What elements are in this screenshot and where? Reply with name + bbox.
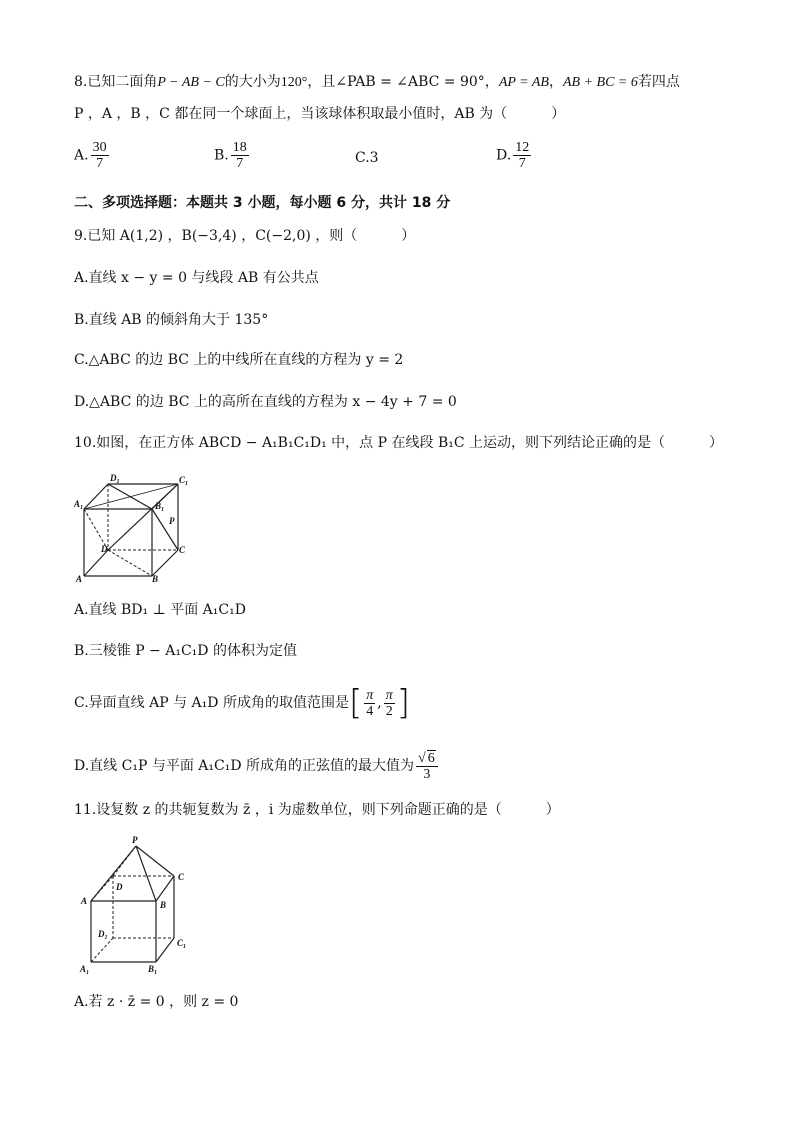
q10-close-paren: ） — [709, 435, 724, 451]
q11-option-a[interactable]: A.若 z · z̄ = 0 ，则 z = 0 — [74, 994, 239, 1010]
label-c1: $C_1$ — [177, 938, 187, 950]
q8-text-mid: 的大小为 — [224, 74, 281, 90]
label-a1: $A_1$ — [74, 499, 84, 511]
denominator: 3 — [423, 767, 431, 782]
q9-option-d[interactable]: D.△ABC 的边 BC 上的高所在直线的方程为 x − 4y + 7 = 0 — [74, 394, 457, 410]
q11-close-paren: ） — [545, 802, 560, 818]
q10-c-text: C.异面直线 AP 与 A₁D 所成角的取值范围是 — [74, 695, 349, 711]
label-a: A — [76, 574, 83, 584]
q10-option-c[interactable] — [74, 683, 410, 723]
q9-stem — [74, 226, 415, 246]
fraction: $\frac{√ 6}{3}$ — [416, 750, 438, 782]
label-c: C — [178, 872, 185, 882]
q8-condition: ，且∠PAB = ∠ABC = 90°， — [307, 74, 499, 90]
numerator: π — [385, 687, 393, 703]
label-d1: $D_1$ — [98, 929, 108, 941]
label-d: D — [116, 882, 123, 892]
numerator: 30 — [92, 140, 107, 155]
label-d: D — [101, 544, 108, 554]
q9-option-a[interactable]: A.直线 x − y = 0 与线段 AB 有公共点 — [74, 270, 319, 286]
numerator: π — [366, 687, 374, 703]
label-a: A — [81, 896, 88, 906]
label-b: B — [152, 574, 159, 584]
numerator: 12 — [515, 140, 530, 155]
q8-line1 — [74, 72, 680, 93]
label-c1: $C_1$ — [179, 475, 189, 487]
q8-text-end: 若四点 — [637, 74, 680, 90]
q11-stem — [74, 800, 560, 820]
q10-stem — [74, 433, 723, 453]
fraction — [91, 140, 109, 171]
q8-dihedral: P − AB − C — [157, 75, 225, 90]
label-b: B — [160, 900, 167, 910]
q9-close-paren: ） — [401, 228, 416, 244]
label-p: P — [169, 516, 175, 526]
fraction — [364, 688, 375, 719]
q10-option-a[interactable]: A.直线 BD₁ ⊥ 平面 A₁C₁D — [74, 602, 246, 618]
q8-text: 8.已知二面角 — [74, 74, 158, 90]
cube-figure — [74, 472, 194, 584]
option-label: C.3 — [355, 150, 379, 166]
label-b1: $B_1$ — [148, 964, 158, 976]
q8-close-paren: ） — [551, 106, 566, 122]
label-a1: $A_1$ — [80, 964, 90, 976]
q10-stem-text: 10.如图，在正方体 ABCD − A₁B₁C₁D₁ 中，点 P 在线段 B₁C 上运动，则下列结论正确的是（ — [74, 435, 666, 451]
option-label: A. — [74, 147, 89, 164]
q8-ab-bc: AB + BC = 6 — [562, 75, 638, 90]
denominator: 7 — [518, 156, 526, 171]
q8-line2 — [74, 104, 565, 124]
q11-stem-text: 11.设复数 z 的共轭复数为 z̄ ，i 为虚数单位，则下列命题正确的是（ — [74, 802, 502, 818]
option-label: B. — [214, 147, 229, 164]
option-label: D. — [496, 147, 512, 164]
denominator: 4 — [366, 703, 374, 719]
q10-option-d[interactable] — [74, 750, 440, 782]
fraction — [513, 140, 531, 171]
q9-stem-text: 9.已知 A(1,2) ，B(−3,4) ，C(−2,0) ，则（ — [74, 228, 358, 244]
q8-option-b[interactable] — [214, 140, 251, 171]
q8-ap-ab: AP = AB — [498, 75, 549, 90]
q10-option-b[interactable]: B.三棱锥 P − A₁C₁D 的体积为定值 — [74, 643, 297, 659]
interval: [ $\frac{\pi}{4}$ , $\frac{\pi}{2}$ ] — [348, 683, 410, 723]
q8-sep: ， — [548, 74, 563, 90]
label-c: C — [179, 545, 186, 555]
prism-pyramid-figure — [74, 834, 194, 976]
label-p: P — [132, 835, 138, 845]
label-b1: $B_1$ — [155, 501, 165, 513]
label-d1: $D_1$ — [110, 473, 120, 485]
sqrt-radicand: 6 — [427, 751, 435, 766]
numerator: 18 — [232, 140, 247, 155]
q8-angle: 120° — [280, 75, 308, 90]
denominator: 7 — [236, 156, 244, 171]
fraction — [231, 140, 249, 171]
section-header-multiple-choice: 二、多项选择题：本题共 3 小题，每小题 6 分，共计 18 分 — [74, 195, 451, 211]
denominator: 7 — [96, 156, 104, 171]
fraction — [384, 688, 395, 719]
q10-d-text: D.直线 C₁P 与平面 A₁C₁D 所成角的正弦值的最大值为 — [74, 758, 414, 774]
q8-option-c[interactable] — [355, 148, 379, 168]
q8-question: P ，A ，B ，C 都在同一个球面上，当该球体积取最小值时，AB 为（ — [74, 106, 508, 122]
q8-option-a[interactable] — [74, 140, 111, 171]
denominator: 2 — [385, 703, 393, 719]
q8-option-d[interactable] — [496, 140, 533, 171]
q9-option-c[interactable]: C.△ABC 的边 BC 上的中线所在直线的方程为 y = 2 — [74, 352, 404, 368]
q9-option-b[interactable]: B.直线 AB 的倾斜角大于 135° — [74, 312, 269, 328]
